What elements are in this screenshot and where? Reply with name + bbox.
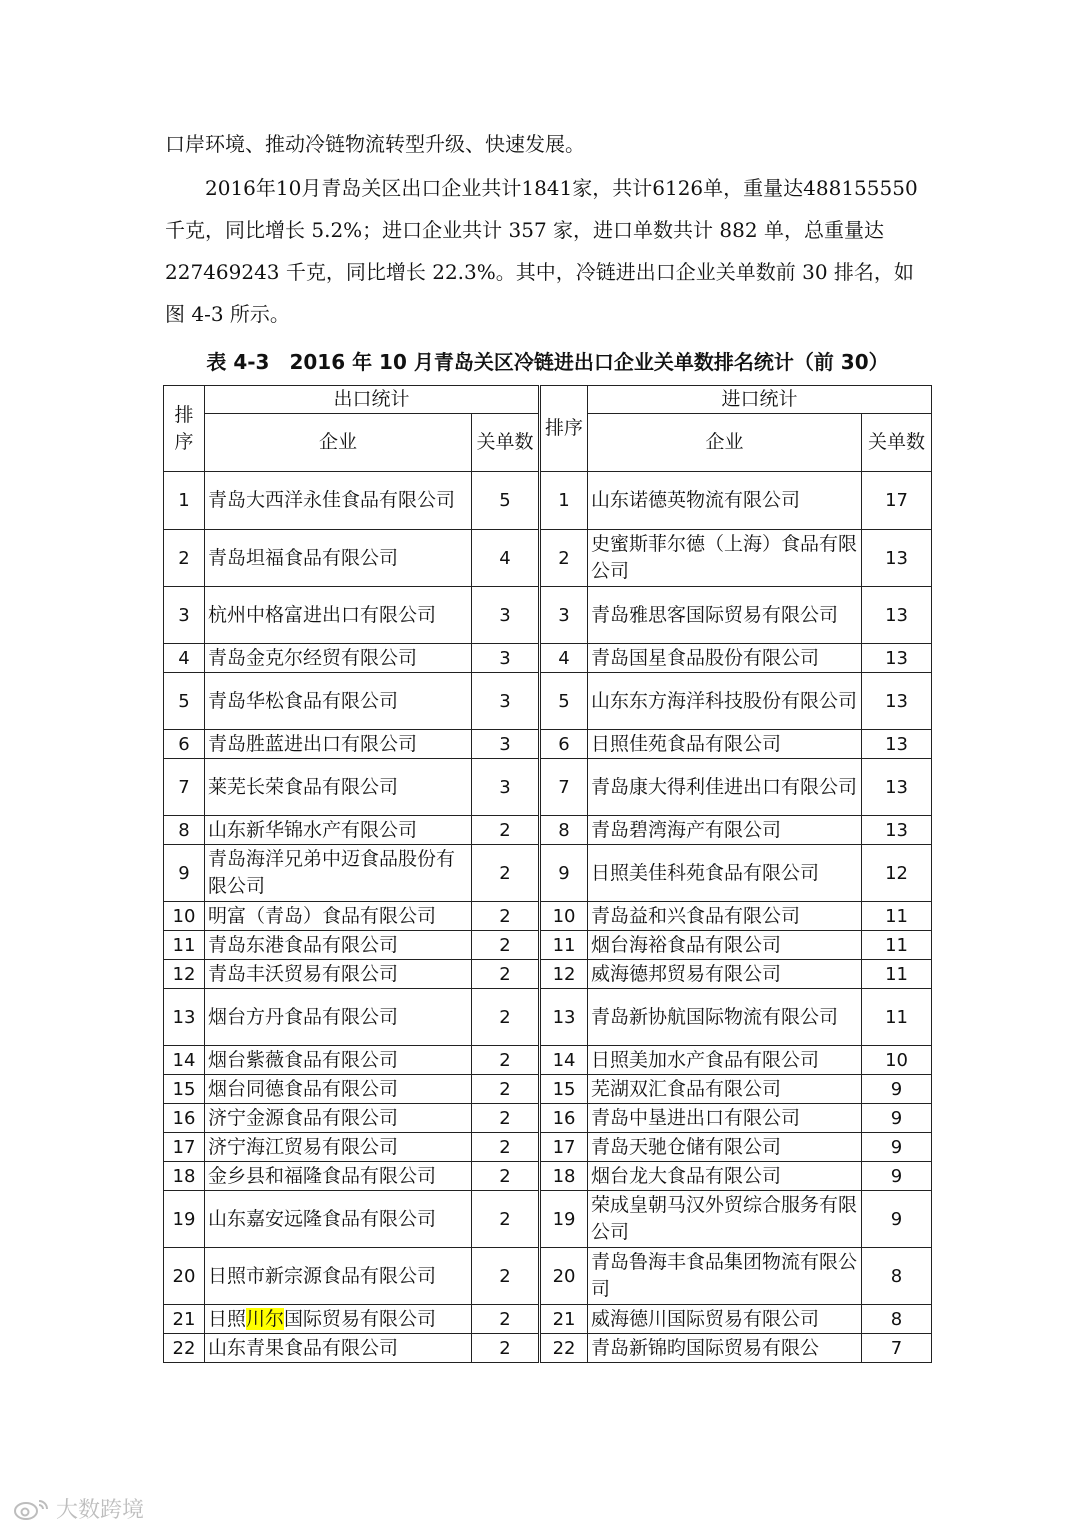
export-company: 日照市新宗源食品有限公司 [205, 1248, 472, 1305]
weibo-icon [12, 1497, 52, 1521]
export-count: 2 [472, 1075, 540, 1104]
table-row [164, 1334, 932, 1363]
export-rank: 12 [164, 960, 205, 989]
import-company: 青岛雅思客国际贸易有限公司 [588, 587, 862, 644]
import-count: 9 [862, 1191, 932, 1248]
import-count: 12 [862, 845, 932, 902]
table-row [164, 902, 932, 931]
import-company: 青岛康大得利佳进出口有限公司 [588, 759, 862, 816]
import-company: 山东诺德英物流有限公司 [588, 472, 862, 530]
import-rank: 11 [540, 931, 588, 960]
import-count: 7 [862, 1334, 932, 1363]
import-company: 日照美加水产食品有限公司 [588, 1046, 862, 1075]
export-company-part: 日照 [208, 1307, 247, 1330]
export-count: 2 [472, 1104, 540, 1133]
import-count: 8 [862, 1248, 932, 1305]
export-rank: 1 [164, 472, 205, 530]
export-count: 3 [472, 644, 540, 673]
table-row [164, 1305, 932, 1334]
header-import-group: 进口统计 [588, 386, 932, 414]
export-company: 青岛海洋兄弟中迈食品股份有限公司 [205, 845, 472, 902]
export-company: 烟台同德食品有限公司 [205, 1075, 472, 1104]
table-row [164, 1104, 932, 1133]
export-rank: 17 [164, 1133, 205, 1162]
import-rank: 21 [540, 1305, 588, 1334]
import-rank: 9 [540, 845, 588, 902]
import-count: 13 [862, 730, 932, 759]
header-import-company: 企业 [588, 414, 862, 472]
header-export-rank: 排序 [164, 386, 205, 472]
export-count: 3 [472, 759, 540, 816]
import-rank: 13 [540, 989, 588, 1046]
import-rank: 22 [540, 1334, 588, 1363]
import-count: 17 [862, 472, 932, 530]
paragraph-statistics: 2016年10月青岛关区出口企业共计1841家，共计6126单，重量达488155550千克，同比增长 5.2%；进口企业共计 357 家，进口单数共计 882 单，总重量达227469243 千克，同比增长 22.3%。其中，冷链进出口企业关单数前 30 排名，如图 4-3 所示。 [165, 176, 918, 326]
export-rank: 9 [164, 845, 205, 902]
import-company: 青岛天驰仓储有限公司 [588, 1133, 862, 1162]
import-count: 13 [862, 587, 932, 644]
import-company: 山东东方海洋科技股份有限公司 [588, 673, 862, 730]
import-rank: 8 [540, 816, 588, 845]
export-rank: 20 [164, 1248, 205, 1305]
table-row [164, 1248, 932, 1305]
table-caption: 表 4-3 2016 年 10 月青岛关区冷链进出口企业关单数排名统计（前 30） [206, 350, 889, 374]
export-company: 金乡县和福隆食品有限公司 [205, 1162, 472, 1191]
header-import-rank: 排序 [540, 386, 588, 472]
table-row [164, 673, 932, 730]
table-row [164, 1162, 932, 1191]
export-company: 青岛华松食品有限公司 [205, 673, 472, 730]
import-count: 13 [862, 759, 932, 816]
export-rank: 16 [164, 1104, 205, 1133]
export-rank: 2 [164, 530, 205, 587]
table-row [164, 759, 932, 816]
export-count: 2 [472, 1248, 540, 1305]
export-count: 5 [472, 472, 540, 530]
export-count: 2 [472, 1162, 540, 1191]
import-count: 13 [862, 644, 932, 673]
export-company-part: 国际贸易有限公司 [284, 1307, 437, 1330]
table-row [164, 960, 932, 989]
export-count: 2 [472, 1191, 540, 1248]
import-rank: 12 [540, 960, 588, 989]
highlighted-text: 川尔 [246, 1307, 285, 1330]
export-count: 2 [472, 816, 540, 845]
import-rank: 10 [540, 902, 588, 931]
import-count: 11 [862, 989, 932, 1046]
header-export-group: 出口统计 [205, 386, 540, 414]
import-company: 威海德邦贸易有限公司 [588, 960, 862, 989]
table-row [164, 644, 932, 673]
export-company: 莱芜长荣食品有限公司 [205, 759, 472, 816]
export-company [205, 1305, 472, 1334]
table-row [164, 587, 932, 644]
watermark-text: 大数跨境 [56, 1498, 145, 1523]
import-company: 史蜜斯菲尔德（上海）食品有限公司 [588, 530, 862, 587]
import-count: 9 [862, 1162, 932, 1191]
import-company: 青岛新锦昀国际贸易有限公 [588, 1334, 862, 1363]
header-export-company: 企业 [205, 414, 472, 472]
import-count: 11 [862, 902, 932, 931]
import-rank: 19 [540, 1191, 588, 1248]
export-rank: 7 [164, 759, 205, 816]
import-count: 13 [862, 530, 932, 587]
export-count: 2 [472, 931, 540, 960]
export-count: 2 [472, 902, 540, 931]
export-company: 青岛丰沃贸易有限公司 [205, 960, 472, 989]
export-rank: 4 [164, 644, 205, 673]
export-company: 青岛金克尔经贸有限公司 [205, 644, 472, 673]
export-count: 2 [472, 1133, 540, 1162]
export-count: 2 [472, 1305, 540, 1334]
import-count: 13 [862, 673, 932, 730]
import-company: 青岛国星食品股份有限公司 [588, 644, 862, 673]
export-rank: 15 [164, 1075, 205, 1104]
import-rank: 14 [540, 1046, 588, 1075]
table-row [164, 845, 932, 902]
export-rank: 11 [164, 931, 205, 960]
header-export-count: 关单数 [472, 414, 540, 472]
export-count: 2 [472, 845, 540, 902]
import-company: 青岛益和兴食品有限公司 [588, 902, 862, 931]
export-company: 青岛东港食品有限公司 [205, 931, 472, 960]
import-rank: 20 [540, 1248, 588, 1305]
import-company: 日照佳苑食品有限公司 [588, 730, 862, 759]
export-company: 青岛胜蓝进出口有限公司 [205, 730, 472, 759]
import-rank: 17 [540, 1133, 588, 1162]
import-count: 9 [862, 1075, 932, 1104]
export-company: 山东嘉安远隆食品有限公司 [205, 1191, 472, 1248]
paragraph-intro: 口岸环境、推动冷链物流转型升级、快速发展。 [165, 132, 585, 156]
import-rank: 6 [540, 730, 588, 759]
export-rank: 10 [164, 902, 205, 931]
watermark [12, 1493, 144, 1524]
export-company: 济宁金源食品有限公司 [205, 1104, 472, 1133]
export-count: 3 [472, 587, 540, 644]
export-count: 3 [472, 673, 540, 730]
import-company: 威海德川国际贸易有限公司 [588, 1305, 862, 1334]
import-rank: 1 [540, 472, 588, 530]
export-rank: 8 [164, 816, 205, 845]
export-count: 3 [472, 730, 540, 759]
export-count: 2 [472, 989, 540, 1046]
export-rank: 5 [164, 673, 205, 730]
import-count: 11 [862, 931, 932, 960]
import-rank: 18 [540, 1162, 588, 1191]
import-company: 烟台龙大食品有限公司 [588, 1162, 862, 1191]
import-rank: 15 [540, 1075, 588, 1104]
table-row [164, 931, 932, 960]
export-rank: 13 [164, 989, 205, 1046]
table-row [164, 530, 932, 587]
export-company: 杭州中格富进出口有限公司 [205, 587, 472, 644]
export-company: 青岛大西洋永佳食品有限公司 [205, 472, 472, 530]
import-count: 8 [862, 1305, 932, 1334]
export-company: 明富（青岛）食品有限公司 [205, 902, 472, 931]
table-row [164, 816, 932, 845]
ranking-table [163, 385, 932, 1363]
export-company: 济宁海江贸易有限公司 [205, 1133, 472, 1162]
table-row [164, 730, 932, 759]
export-rank: 3 [164, 587, 205, 644]
import-count: 9 [862, 1133, 932, 1162]
import-rank: 4 [540, 644, 588, 673]
table-row [164, 989, 932, 1046]
table-row [164, 472, 932, 530]
export-count: 2 [472, 1334, 540, 1363]
import-rank: 16 [540, 1104, 588, 1133]
export-count: 2 [472, 1046, 540, 1075]
export-company: 烟台紫薇食品有限公司 [205, 1046, 472, 1075]
import-company: 青岛中垦进出口有限公司 [588, 1104, 862, 1133]
import-count: 13 [862, 816, 932, 845]
export-rank: 19 [164, 1191, 205, 1248]
import-count: 10 [862, 1046, 932, 1075]
header-import-count: 关单数 [862, 414, 932, 472]
table-row [164, 1133, 932, 1162]
export-company: 青岛坦福食品有限公司 [205, 530, 472, 587]
import-company: 青岛碧湾海产有限公司 [588, 816, 862, 845]
export-company: 山东青果食品有限公司 [205, 1334, 472, 1363]
table-row [164, 1075, 932, 1104]
table-row [164, 1191, 932, 1248]
export-rank: 14 [164, 1046, 205, 1075]
export-rank: 18 [164, 1162, 205, 1191]
import-company: 日照美佳科苑食品有限公司 [588, 845, 862, 902]
table-row [164, 1046, 932, 1075]
import-count: 11 [862, 960, 932, 989]
import-company: 烟台海裕食品有限公司 [588, 931, 862, 960]
export-company: 山东新华锦水产有限公司 [205, 816, 472, 845]
import-company: 青岛鲁海丰食品集团物流有限公司 [588, 1248, 862, 1305]
export-company: 烟台方丹食品有限公司 [205, 989, 472, 1046]
import-rank: 5 [540, 673, 588, 730]
import-count: 9 [862, 1104, 932, 1133]
import-company: 荣成皇朝马汉外贸综合服务有限公司 [588, 1191, 862, 1248]
import-rank: 2 [540, 530, 588, 587]
import-company: 芜湖双汇食品有限公司 [588, 1075, 862, 1104]
export-rank: 22 [164, 1334, 205, 1363]
export-rank: 6 [164, 730, 205, 759]
export-count: 2 [472, 960, 540, 989]
import-company: 青岛新协航国际物流有限公司 [588, 989, 862, 1046]
export-count: 4 [472, 530, 540, 587]
export-rank: 21 [164, 1305, 205, 1334]
import-rank: 7 [540, 759, 588, 816]
import-rank: 3 [540, 587, 588, 644]
